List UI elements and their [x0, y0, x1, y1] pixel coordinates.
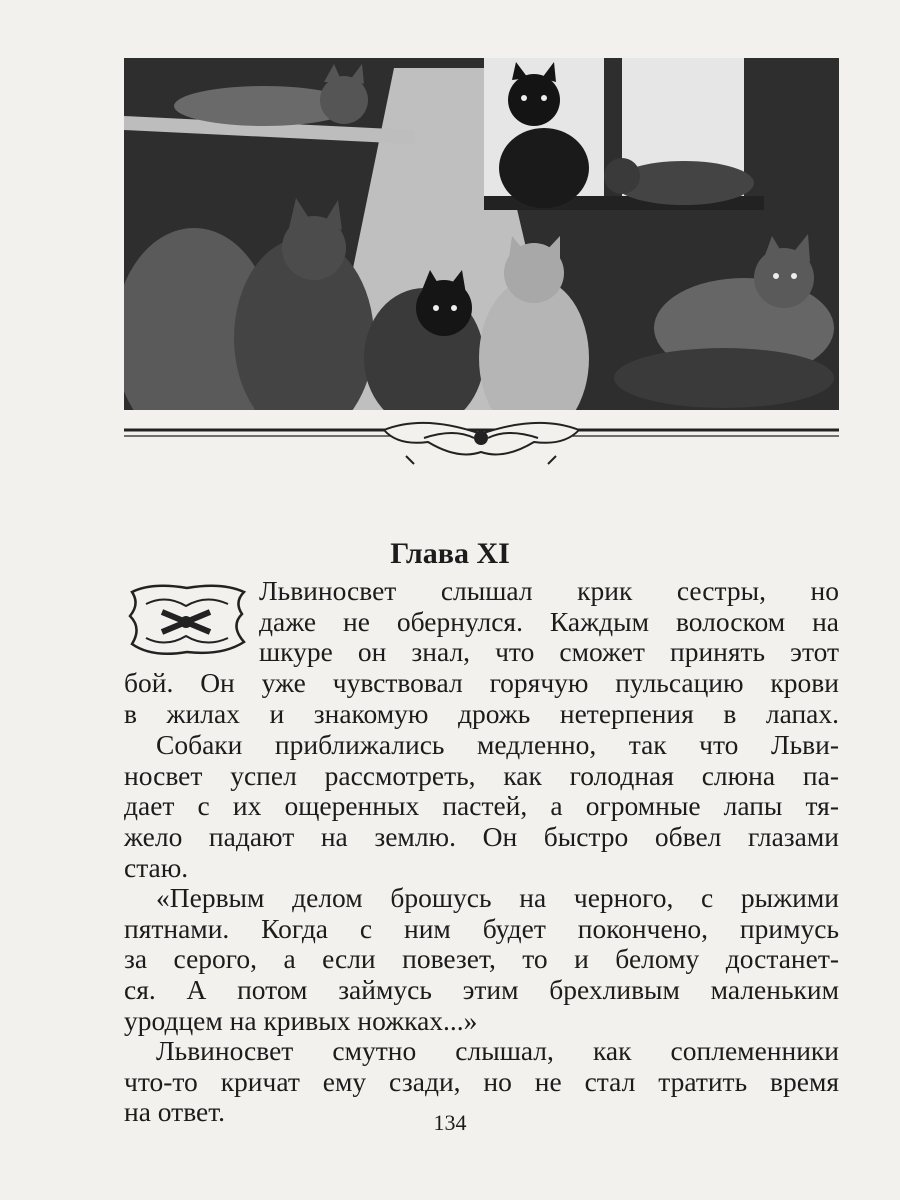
text-line: шкуре он знал, что сможет принять этот: [259, 636, 839, 668]
page-number: 134: [433, 1110, 467, 1135]
text-line: что-то кричат ему сзади, но не стал тратить время: [124, 1065, 839, 1097]
text-line: пятнами. Когда с ним будет покончено, примусь: [124, 912, 839, 944]
text-line: уродцем на кривых ножках...»: [124, 1004, 478, 1036]
ornamental-divider: [124, 416, 839, 468]
chapter-title: Глава XI: [390, 537, 510, 571]
text-line: даже не обернулся. Каждым волоском на: [259, 605, 839, 637]
text-line: на ответ.: [124, 1096, 226, 1128]
text-line: в жилах и знакомую дрожь нетерпения в лапах.: [124, 697, 839, 729]
text-line: носвет успел рассмотреть, как голодная слюна па-: [124, 759, 839, 791]
text-line: Львиносвет слышал крик сестры, но: [259, 575, 839, 606]
text-line: дает с их ощеренных пастей, а огромные лапы тя-: [124, 790, 839, 822]
text-line: жело падают на землю. Он быстро обвел глазами: [124, 821, 839, 853]
text-line: стаю.: [124, 851, 189, 883]
paragraph-2: [124, 730, 839, 884]
paragraph-1: [124, 576, 839, 730]
text-line: бой. Он уже чувствовал горячую пульсацию крови: [124, 667, 839, 699]
text-line: за серого, а если повезет, то и белому достанет-: [124, 943, 839, 975]
text-line: «Первым делом брошусь на черного, с рыжими: [156, 882, 839, 913]
paragraph-3: [124, 883, 839, 1037]
text-line: Львиносвет смутно слышал, как соплеменники: [156, 1035, 839, 1066]
chapter-illustration: [124, 58, 839, 410]
text-line: Собаки приближались медленно, так что Льви-: [156, 729, 839, 760]
text-line: ся. А потом займусь этим брехливым маленьким: [124, 974, 839, 1006]
